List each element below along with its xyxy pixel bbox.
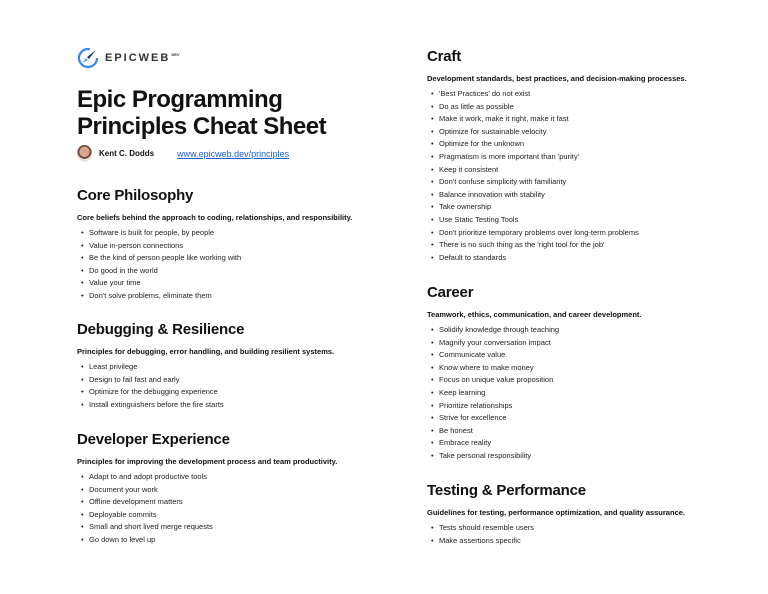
section-description: Principles for debugging, error handling, and building resilient systems. — [77, 347, 335, 356]
list-item: • Focus on unique value proposition — [431, 374, 642, 387]
list-item: • Make assertions specific — [431, 535, 685, 548]
list-item: • Strive for excellence — [431, 412, 642, 425]
list-item: • Go down to level up — [81, 534, 337, 547]
list-item: • Prioritize relationships — [431, 400, 642, 413]
list-item: • Make it work, make it right, make it fast — [431, 113, 687, 126]
list-item: • Keep learning — [431, 387, 642, 400]
principles-list — [77, 361, 334, 411]
author-row — [77, 145, 289, 162]
rocket-logo-icon — [77, 47, 99, 69]
list-item: • Offline development matters — [81, 496, 337, 509]
list-item: • Document your work — [81, 484, 337, 497]
section-heading: Craft — [427, 48, 462, 65]
list-item: • Keep it consistent — [431, 164, 687, 177]
principles-link[interactable]: www.epicweb.dev/principles — [177, 148, 290, 159]
section-description: Teamwork, ethics, communication, and career development. — [427, 310, 642, 319]
section-testing-performance — [427, 482, 685, 547]
list-item: • Default to standards — [431, 252, 687, 265]
epicweb-logo — [77, 47, 180, 69]
list-item: • Value in-person connections — [81, 240, 352, 253]
list-item: • Don't solve problems, eliminate them — [81, 290, 352, 303]
list-item: • Software is built for people, by people — [81, 227, 352, 240]
section-description: Core beliefs behind the approach to coding, relationships, and responsibility. — [77, 213, 353, 222]
list-item: • Deployable commits — [81, 509, 337, 522]
list-item: • There is no such thing as the 'right tool for the job' — [431, 239, 687, 252]
principles-list — [427, 522, 685, 547]
section-core-philosophy — [77, 187, 352, 303]
list-item: • Value your time — [81, 277, 352, 290]
list-item: • Solidify knowledge through teaching — [431, 324, 642, 337]
list-item: • Install extinguishers before the fire starts — [81, 399, 334, 412]
section-heading: Debugging & Resilience — [77, 321, 245, 338]
list-item: • Optimize for sustainable velocity — [431, 126, 687, 139]
list-item: • Don't prioritize temporary problems over long-term problems — [431, 227, 687, 240]
section-description: Guidelines for testing, performance optimization, and quality assurance. — [427, 508, 685, 517]
list-item: • Adapt to and adopt productive tools — [81, 471, 337, 484]
section-developer-experience — [77, 431, 337, 547]
list-item: • Tests should resemble users — [431, 522, 685, 535]
list-item: • Design to fail fast and early — [81, 374, 334, 387]
principles-list — [427, 88, 687, 264]
list-item: • Optimize for the unknown — [431, 138, 687, 151]
author-name: Kent C. Dodds — [99, 149, 155, 158]
principles-list — [77, 227, 352, 303]
list-item: • Use Static Testing Tools — [431, 214, 687, 227]
section-description: Principles for improving the development process and team productivity. — [77, 457, 338, 466]
list-item: • Know where to make money — [431, 362, 642, 375]
list-item: • Magnify your conversation impact — [431, 337, 642, 350]
list-item: • Communicate value — [431, 349, 642, 362]
principles-list — [77, 471, 337, 547]
section-heading: Testing & Performance — [427, 482, 586, 499]
list-item: • Be honest — [431, 425, 642, 438]
section-heading: Core Philosophy — [77, 187, 194, 204]
principles-list — [427, 324, 642, 463]
list-item: • Pragmatism is more important than 'purity' — [431, 151, 687, 164]
list-item: • Do as little as possible — [431, 101, 687, 114]
list-item: • Be the kind of person people like working with — [81, 252, 352, 265]
section-debugging-resilience — [77, 321, 334, 411]
section-description: Development standards, best practices, and decision-making processes. — [427, 74, 687, 83]
list-item: • Do good in the world — [81, 265, 352, 278]
avatar — [77, 145, 92, 162]
list-item: • Don't confuse simplicity with familiarity — [431, 176, 687, 189]
list-item: • Embrace reality — [431, 437, 642, 450]
section-craft — [427, 48, 687, 264]
logo-text: $EPICWEB^{DEV}$ — [105, 52, 180, 64]
list-item: • Balance innovation with stability — [431, 189, 687, 202]
list-item: • Take personal responsibility — [431, 450, 642, 463]
list-item: • 'Best Practices' do not exist — [431, 88, 687, 101]
list-item: • Least privilege — [81, 361, 334, 374]
list-item: • Take ownership — [431, 201, 687, 214]
section-heading: Developer Experience — [77, 431, 230, 448]
list-item: • Optimize for the debugging experience — [81, 386, 334, 399]
page-title: Epic Programming Principles Cheat Sheet — [77, 86, 327, 140]
list-item: • Small and short lived merge requests — [81, 521, 337, 534]
section-heading: Career — [427, 284, 474, 301]
section-career — [427, 284, 642, 463]
